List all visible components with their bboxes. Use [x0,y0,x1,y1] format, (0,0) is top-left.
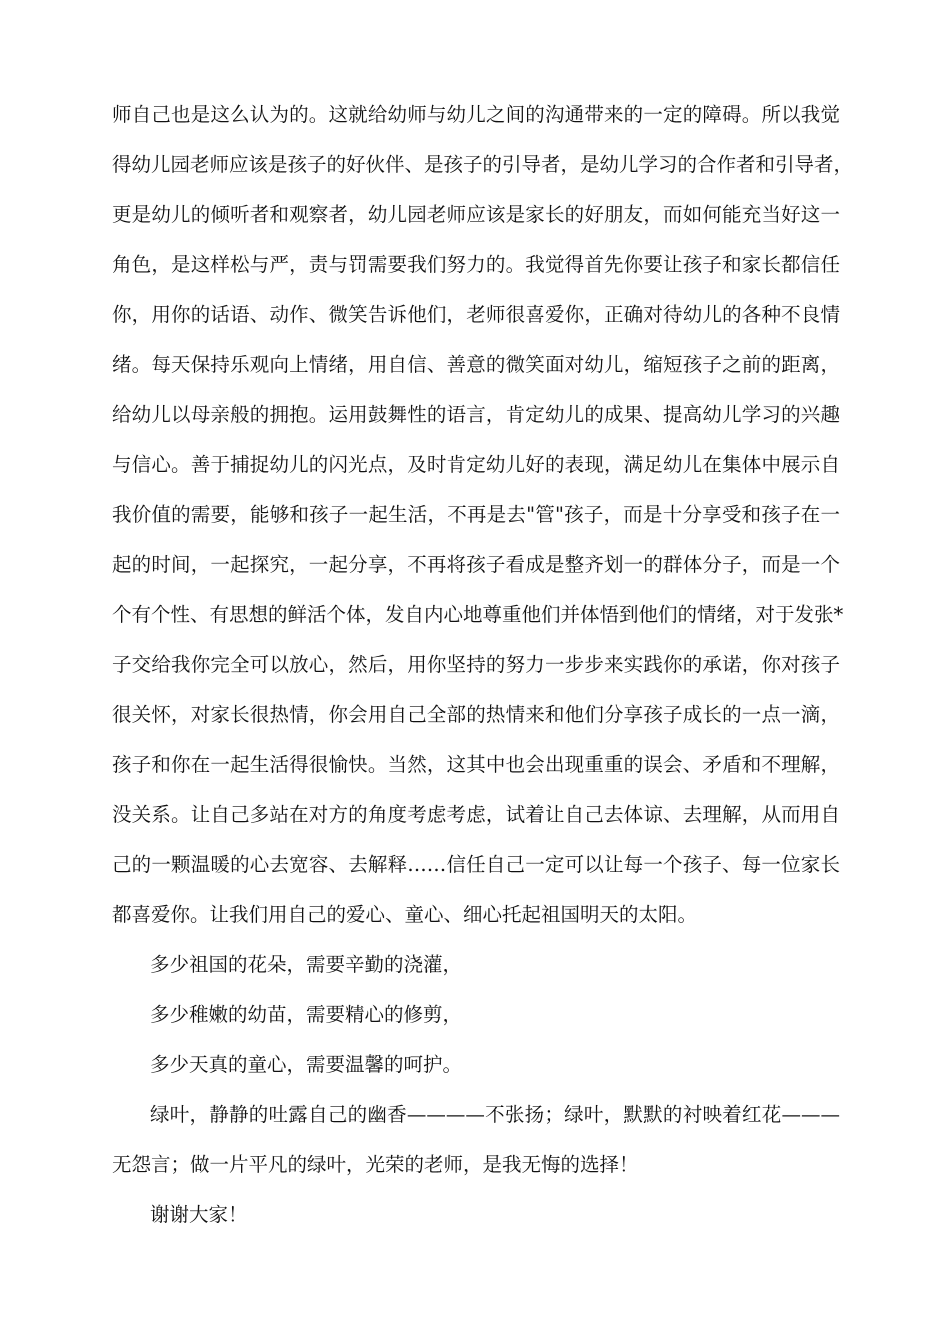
text-line: 绿叶，静静的吐露自己的幽香————不张扬；绿叶，默默的衬映着红花——— [150,1103,840,1126]
text-line: 我价值的需要，能够和孩子一起生活，不再是去"管"孩子，而是十分享受和孩子在一 [112,503,840,526]
text-line: 得幼儿园老师应该是孩子的好伙伴、是孩子的引导者，是幼儿学习的合作者和引导者， [112,153,854,176]
text-line: 无怨言；做一片平凡的绿叶，光荣的老师，是我无悔的选择！ [112,1153,639,1176]
text-line: 给幼儿以母亲般的拥抱。运用鼓舞性的语言，肯定幼儿的成果、提高幼儿学习的兴趣 [112,403,840,426]
text-line: 孩子和你在一起生活得很愉快。当然，这其中也会出现重重的误会、矛盾和不理解， [112,753,840,776]
poem-line: 多少天真的童心，需要温馨的呵护。 [150,1053,463,1076]
poem-block [112,940,840,1090]
paragraph-main [112,90,854,940]
document-body [112,90,854,1240]
text-line: 与信心。善于捕捉幼儿的闪光点，及时肯定幼儿好的表现，满足幼儿在集体中展示自 [112,453,840,476]
text-line: 都喜爱你。让我们用自己的爱心、童心、细心托起祖国明天的太阳。 [112,903,698,926]
poem-line: 多少祖国的花朵，需要辛勤的浇灌， [150,953,463,976]
text-line: 角色，是这样松与严，责与罚需要我们努力的。我觉得首先你要让孩子和家长都信任 [112,253,840,276]
text-line: 你，用你的话语、动作、微笑告诉他们，老师很喜爱你，正确对待幼儿的各种不良情 [112,303,840,326]
text-line: 起的时间，一起探究，一起分享，不再将孩子看成是整齐划一的群体分子，而是一个 [112,553,840,576]
paragraph-green-leaf [112,1090,840,1190]
closing-text: 谢谢大家！ [150,1203,248,1226]
text-line: 个有个性、有思想的鲜活个体，发自内心地尊重他们并体悟到他们的情绪，对于发张* [112,603,844,626]
text-line: 师自己也是这么认为的。这就给幼师与幼儿之间的沟通带来的一定的障碍。所以我觉 [112,103,840,126]
text-line: 绪。每天保持乐观向上情绪，用自信、善意的微笑面对幼儿，缩短孩子之前的距离， [112,353,840,376]
poem-line: 多少稚嫩的幼苗，需要精心的修剪， [150,1003,463,1026]
text-line: 子交给我你完全可以放心，然后，用你坚持的努力一步步来实践你的承诺，你对孩子 [112,653,840,676]
text-line: 没关系。让自己多站在对方的角度考虑考虑，试着让自己去体谅、去理解，从而用自 [112,803,840,826]
closing-block [112,1190,840,1240]
text-line: 更是幼儿的倾听者和观察者，幼儿园老师应该是家长的好朋友，而如何能充当好这一 [112,203,840,226]
text-line: 很关怀，对家长很热情，你会用自己全部的热情来和他们分享孩子成长的一点一滴， [112,703,840,726]
text-line: 己的一颗温暖的心去宽容、去解释……信任自己一定可以让每一个孩子、每一位家长 [112,853,840,876]
